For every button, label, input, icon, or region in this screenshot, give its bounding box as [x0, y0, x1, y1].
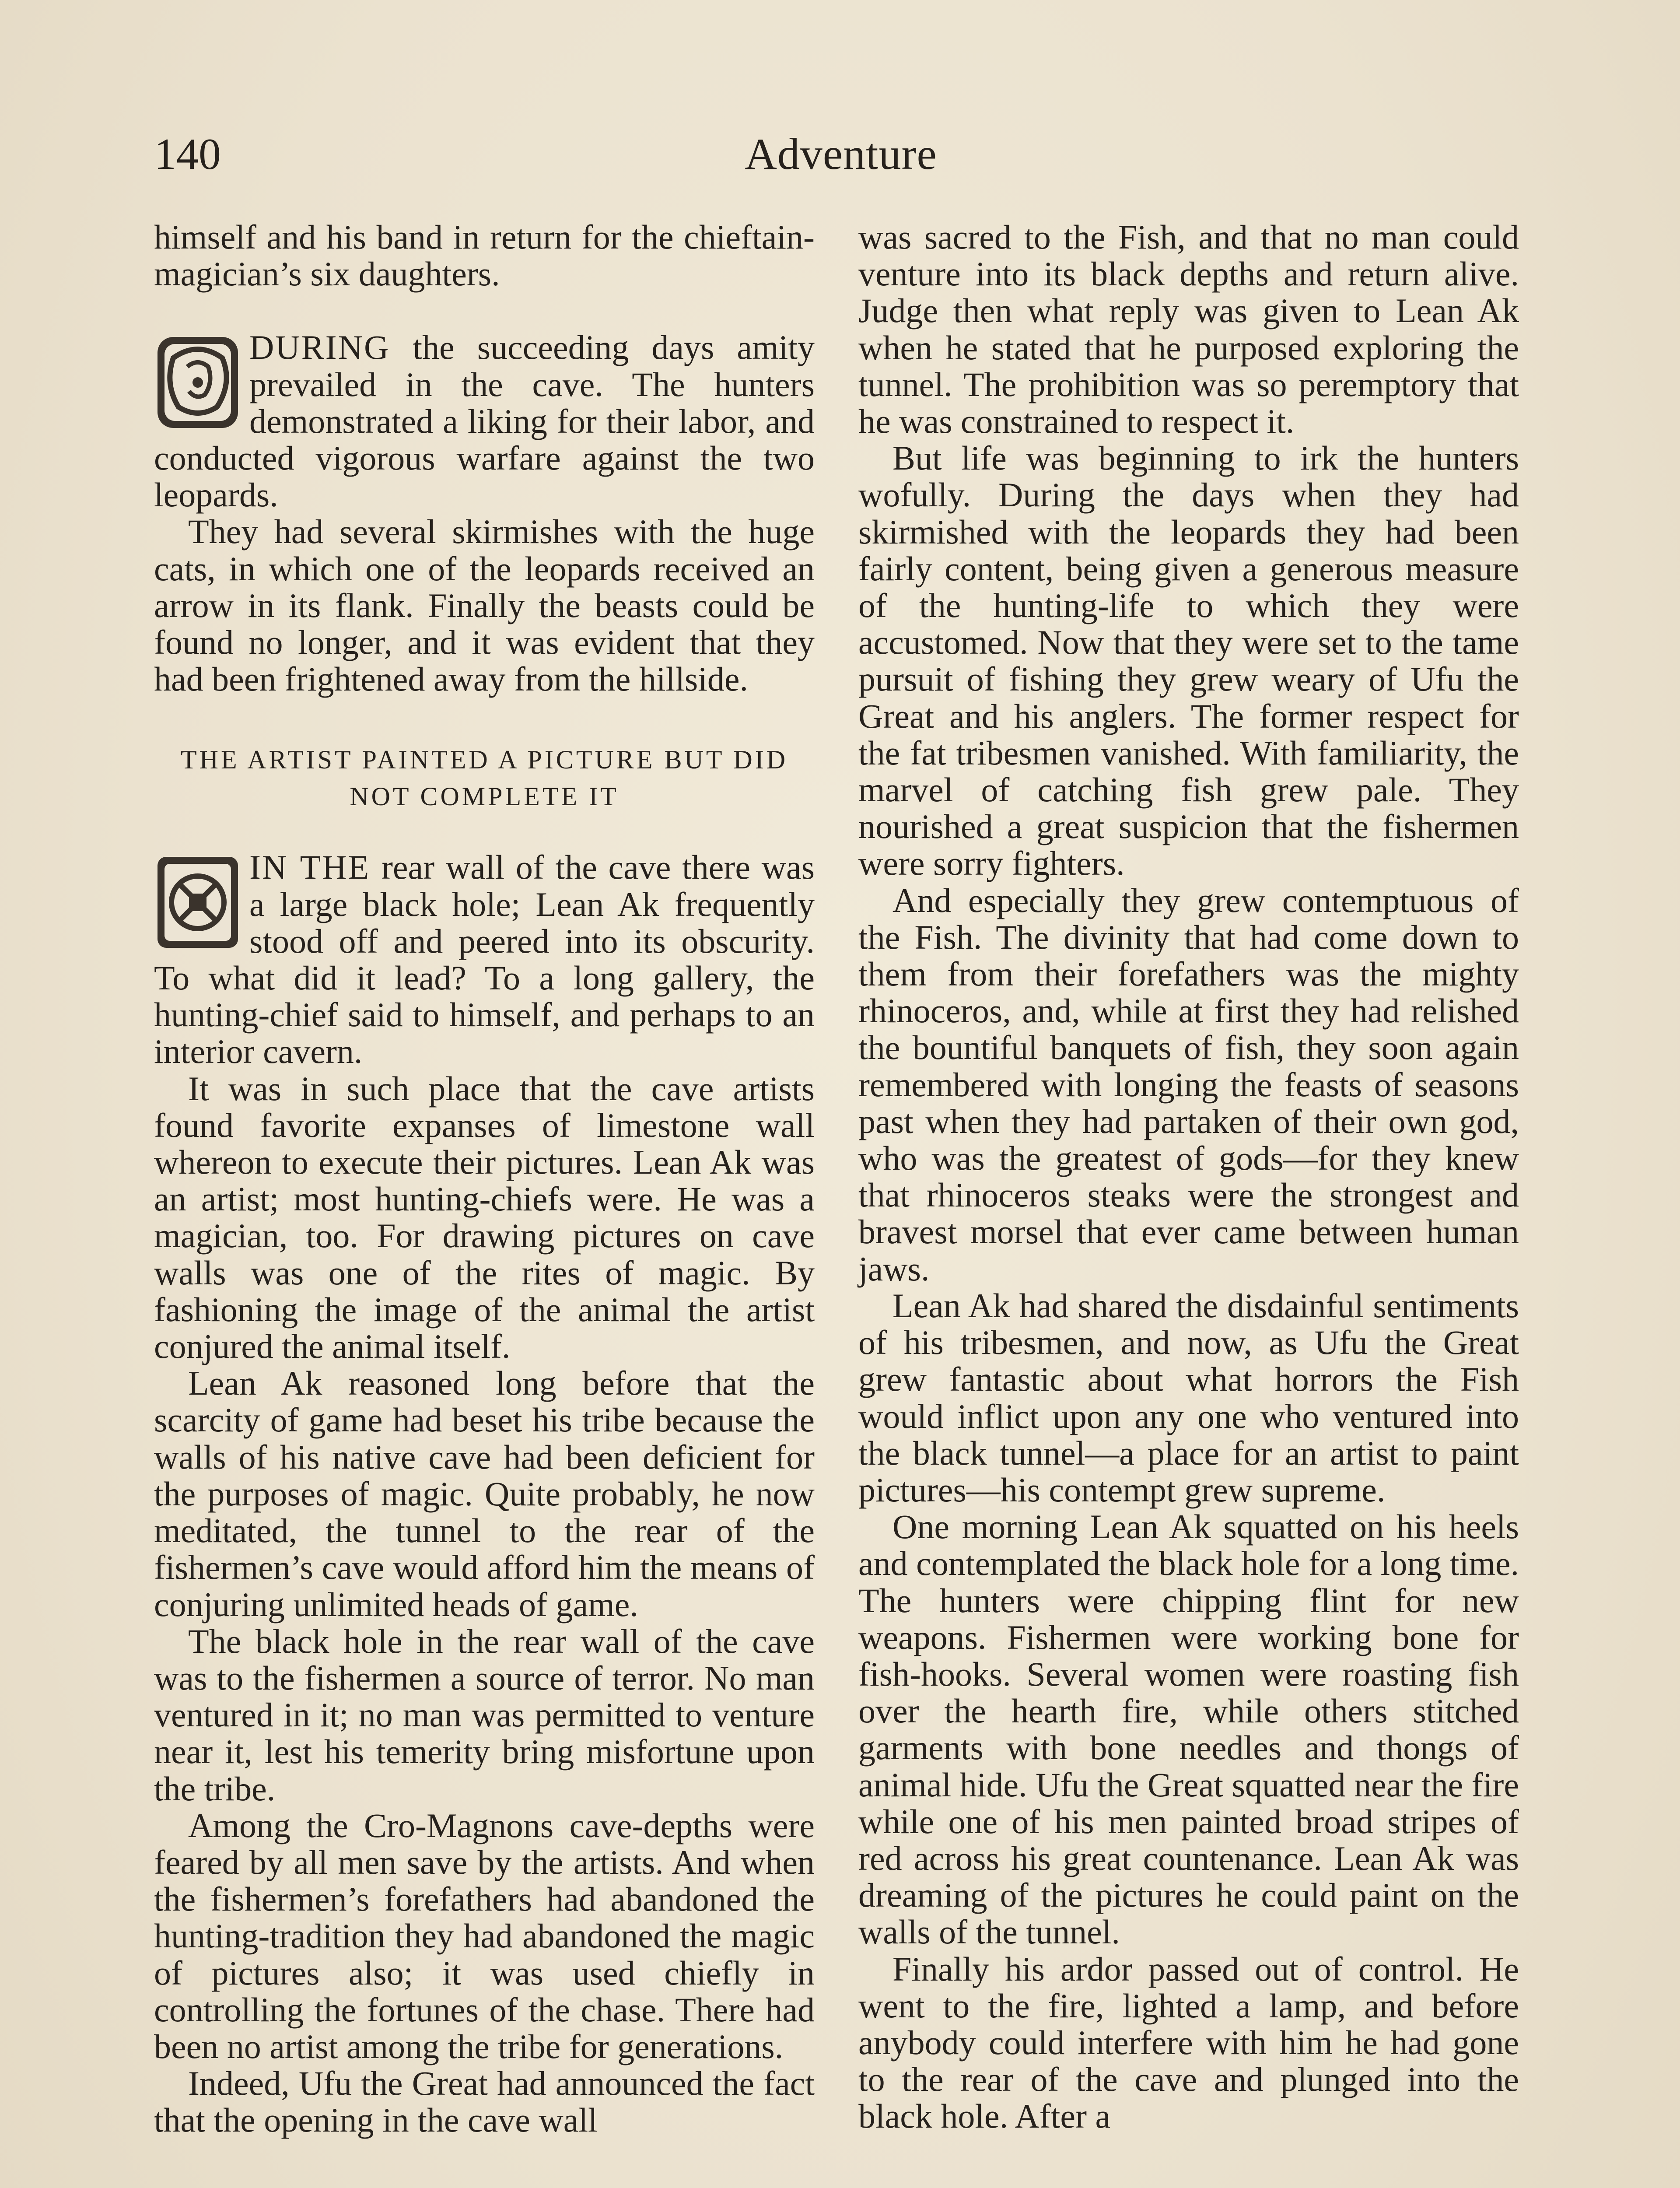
paragraph: Indeed, Ufu the Great had announced the fact that the opening in the cave wall	[154, 2064, 815, 2139]
paragraph-text: rear wall of the cave there was a large black hole; Lean Ak frequently stood off and peered into its obscurity. To what did it lead? To a long gallery, the hunting-chief said to himself, and perhaps to an interior cavern.	[154, 848, 815, 1071]
page-number: 140	[154, 130, 221, 179]
page-header	[154, 126, 1528, 192]
section-heading-line: THE ARTIST PAINTED A PICTURE BUT DID	[180, 745, 788, 775]
left-column	[154, 219, 815, 2139]
paragraph: It was in such place that the cave artists found favorite expanses of limestone wall whereon to execute their pictures. Lean Ak was an artist; most hunting-chiefs were. He was a magician, too. For drawing pictures on cave walls was one of the rites of magic. By fashioning the image of the animal the artist conjured the animal itself.	[154, 1069, 815, 1366]
paragraph: One morning Lean Ak squatted on his heels and contemplated the black hole for a long time. The hunters were chipping flint for new weapons. Fishermen were working bone for fish-hooks. Several women were roasting fish over the hearth fire, while others stitched garments with bone needles and thongs of animal hide. Ufu the Great squatted near the fire while one of his men painted broad stripes of red across his great countenance. Lean Ak was dreaming of the pictures he could paint on the walls of the tunnel.	[858, 1508, 1519, 1951]
section-heading	[154, 741, 815, 815]
running-title: Adventure	[745, 130, 937, 179]
paragraph: And especially they grew contemptuous of the Fish. The divinity that had come down to them from their forefathers was the mighty rhinoceros, and, while at first they had relished the bountiful banquets of fish, they soon again remembered with longing the feasts of seasons past when they had partaken of their own god, who was the greatest of gods—for they knew that rhinoceros steaks were the strongest and bravest morsel that ever came between human jaws.	[858, 881, 1519, 1288]
lead-word: IN THE	[249, 848, 371, 887]
paragraph: Finally his ardor passed out of control. He went to the fire, lighted a lamp, and before anybody could interfere with him he had gone to the rear of the cave and plunged into the black hole. After a	[858, 1950, 1519, 2135]
paragraph: But life was beginning to irk the hunters wofully. During the days when they had skirmished with the leopards they had been fairly content, being given a generous measure of the hunting-life to which they were accustomed. Now that they were set to the tame pursuit of fishing they grew weary of Ufu the Great and his anglers. The former respect for the fat tribesmen vanished. With familiarity, the marvel of catching fish grew pale. They nourished a great suspicion that the fishermen were sorry fighters.	[858, 439, 1519, 883]
paragraph-dropcap	[154, 329, 815, 513]
paragraph: himself and his band in return for the chieftain-magician’s six daughters.	[154, 218, 815, 293]
paragraph: The black hole in the rear wall of the cave was to the fishermen a source of terror. No man ventured in it; no man was permitted to venture near it, lest his temerity bring misfortune upon the tribe.	[154, 1622, 815, 1808]
paragraph: Lean Ak reasoned long before that the scarcity of game had beset his tribe because the walls of his native cave had been deficient for the purposes of magic. Quite probably, he now meditated, the tunnel to the rear of the fishermen’s cave would afford him the means of conjuring unlimited heads of game.	[154, 1364, 815, 1623]
paragraph: Among the Cro-Magnons cave-depths were feared by all men save by the artists. And when the fishermen’s forefathers had abandoned the hunting-tradition they had abandoned the magic of pictures also; it was used chiefly in controlling the fortunes of the chase. There had been no artist among the tribe for generations.	[154, 1806, 815, 2065]
section-heading-line: NOT COMPLETE IT	[350, 782, 619, 811]
paragraph: Lean Ak had shared the disdainful sentiments of his tribesmen, and now, as Ufu the Great grew fantastic about what horrors the Fish would inflict upon any one who ventured into the black tunnel—a place for an artist to paint pictures—his contempt grew supreme.	[858, 1286, 1519, 1509]
paragraph: was sacred to the Fish, and that no man could venture into its black depths and return alive. Judge then what reply was given to Lean Ak when he stated that he purposed exploring the tunnel. The prohibition was so peremptory that he was constrained to respect it.	[858, 218, 1519, 441]
paragraph-text: the succeeding days amity prevailed in the cave. The hunters demonstrated a liking for their labor, and conducted vigorous warfare against the two leopards.	[154, 328, 815, 514]
ornamental-initial-icon	[154, 332, 242, 432]
paragraph-dropcap	[154, 849, 815, 1070]
lead-word: DURING	[249, 328, 390, 367]
paragraph: They had several skirmishes with the huge cats, in which one of the leopards received an arrow in its flank. Finally the beasts could be found no longer, and it was evident that they had been frightened away from the hillside.	[154, 512, 815, 698]
ornamental-initial-icon	[154, 852, 242, 952]
right-column	[858, 219, 1519, 2135]
